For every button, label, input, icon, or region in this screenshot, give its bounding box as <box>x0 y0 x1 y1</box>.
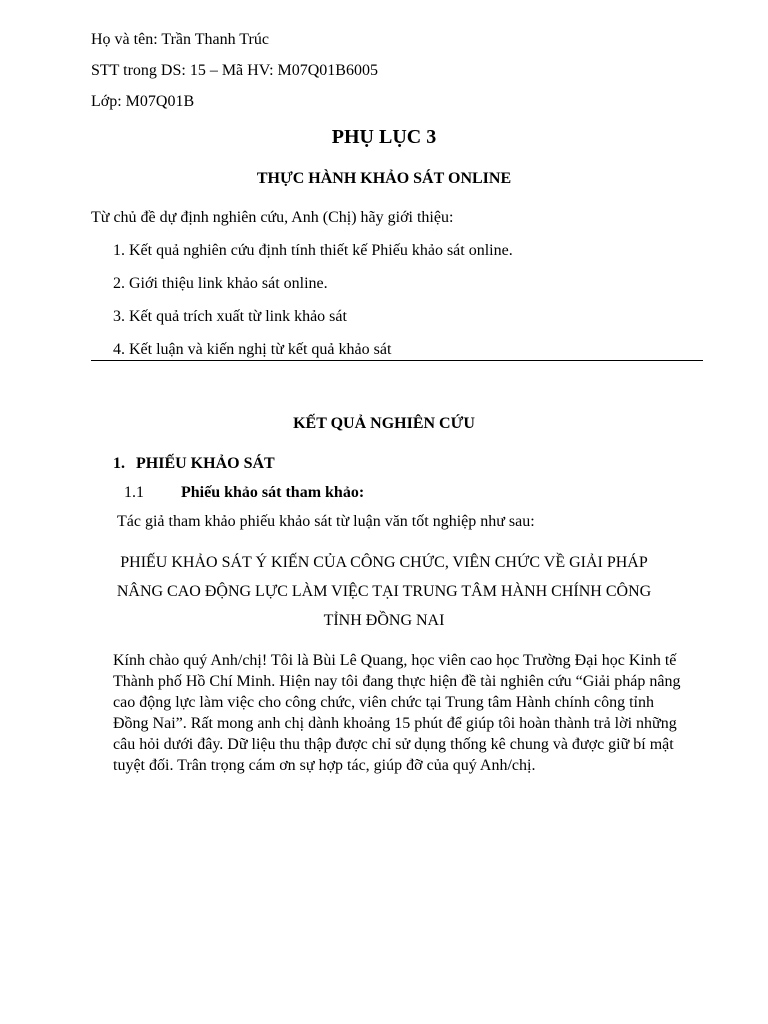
section-divider <box>91 360 703 361</box>
appendix-item-1: 1. Kết quả nghiên cứu định tính thiết kế Phiếu khảo sát online. <box>113 242 513 259</box>
appendix-item-2: 2. Giới thiệu link khảo sát online. <box>113 275 328 292</box>
survey-title-line-1: PHIẾU KHẢO SÁT Ý KIẾN CỦA CÔNG CHỨC, VIÊN CHỨC VỀ GIẢI PHÁP <box>120 554 648 571</box>
appendix-item-4: 4. Kết luận và kiến nghị từ kết quả khảo sát <box>113 341 392 358</box>
subsection-title: Phiếu khảo sát tham khảo: <box>181 484 365 501</box>
section-1-number: 1. <box>113 455 125 472</box>
student-name-line: Họ và tên: Trần Thanh Trúc <box>91 31 269 48</box>
reference-text: Tác giả tham khảo phiếu khảo sát từ luận văn tốt nghiệp như sau: <box>117 513 535 530</box>
appendix-item-3: 3. Kết quả trích xuất từ link khảo sát <box>113 308 347 325</box>
results-title: KẾT QUẢ NGHIÊN CỨU <box>293 415 475 432</box>
greeting-paragraph: Kính chào quý Anh/chị! Tôi là Bùi Lê Quang, học viên cao học Trường Đại học Kinh tế Thành phố Hồ Chí Minh. Hiện nay tôi đang thực hiện đề tài nghiên cứu “Giải pháp nâng cao động lực làm việc cho công chức, viên chức tại Trung tâm Hành chính công tỉnh Đồng Nai”. Rất mong anh chị dành khoảng 15 phút để giúp tôi hoàn thành trả lời những câu hỏi dưới đây. Dữ liệu thu thập được chỉ sử dụng thống kê chung và được giữ bí mật tuyệt đối. Trân trọng cám ơn sự hợp tác, giúp đỡ của quý Anh/chị. <box>113 652 681 774</box>
survey-title-line-3: TỈNH ĐỒNG NAI <box>323 612 445 629</box>
section-1-title: PHIẾU KHẢO SÁT <box>136 455 275 472</box>
appendix-title: PHỤ LỤC 3 <box>331 126 437 148</box>
appendix-subtitle: THỰC HÀNH KHẢO SÁT ONLINE <box>256 170 512 187</box>
class-line: Lớp: M07Q01B <box>91 93 195 110</box>
appendix-intro: Từ chủ đề dự định nghiên cứu, Anh (Chị) hãy giới thiệu: <box>91 209 454 226</box>
survey-title-line-2: NÂNG CAO ĐỘNG LỰC LÀM VIỆC TẠI TRUNG TÂM HÀNH CHÍNH CÔNG <box>116 583 652 600</box>
student-id-line: STT trong DS: 15 – Mã HV: M07Q01B6005 <box>91 62 378 79</box>
subsection-number: 1.1 <box>124 484 144 501</box>
